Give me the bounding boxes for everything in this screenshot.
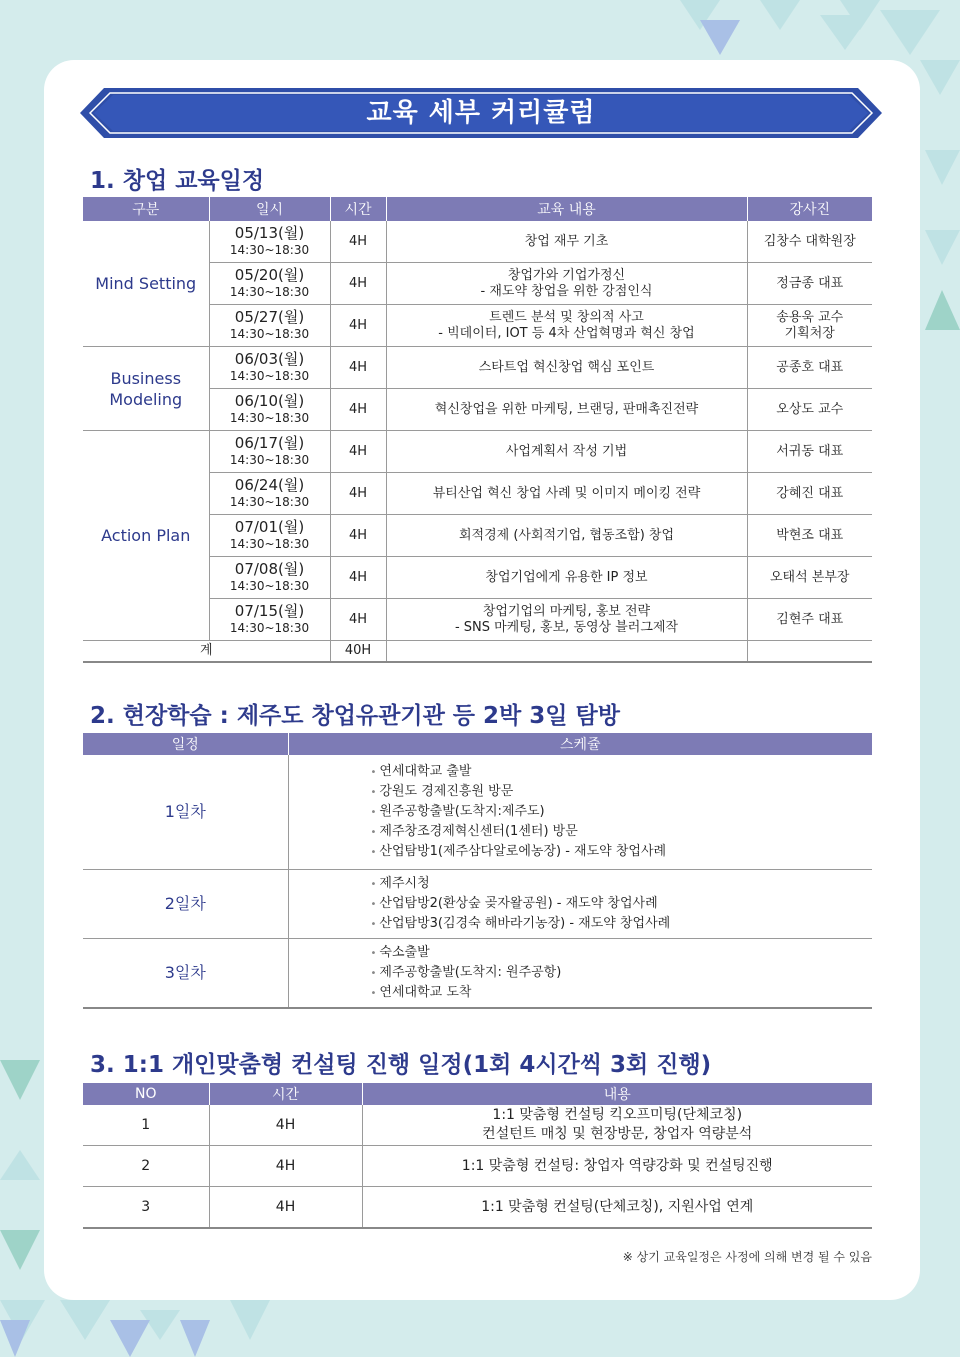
col-header-hours: 시간 — [209, 1083, 362, 1105]
total-hours: 40H — [330, 641, 386, 663]
schedule-item-text: 산업탐방3(김경숙 해바라기농장) - 재도약 창업사례 — [379, 916, 671, 931]
schedule-item — [371, 782, 873, 802]
instructor-line: 오상도 교수 — [776, 401, 844, 417]
time-text: 14:30~18:30 — [229, 327, 310, 341]
col-header-no: NO — [83, 1083, 209, 1105]
instructor-cell — [747, 305, 872, 347]
total-empty-cell — [747, 641, 872, 663]
date-cell — [209, 221, 330, 263]
content-cell — [362, 1146, 872, 1187]
date-text: 06/03(월) — [234, 350, 305, 368]
bullet-icon: • — [370, 948, 377, 959]
date-cell — [209, 263, 330, 305]
hours-cell: 4H — [330, 221, 386, 263]
instructor-line: 서귀동 대표 — [776, 443, 844, 459]
date-text: 06/17(월) — [234, 434, 305, 452]
schedule-item — [371, 914, 873, 934]
page-title: 교육 세부 커리큘럼 — [366, 98, 596, 128]
content-line: 1:1 맞춤형 컨설팅 킥오프미팅(단체코칭) — [492, 1107, 743, 1123]
content-line: 뷰티산업 혁신 창업 사례 및 이미지 메이킹 전략 — [432, 485, 701, 501]
schedule-item — [371, 894, 873, 914]
schedule-item — [371, 983, 873, 1003]
instructor-cell — [747, 347, 872, 389]
day-cell: 2일차 — [83, 870, 288, 939]
bullet-icon: • — [370, 787, 377, 798]
instructor-cell — [747, 389, 872, 431]
instructor-line: 김현주 대표 — [776, 611, 844, 627]
instructor-cell — [747, 221, 872, 263]
table-row — [83, 431, 872, 473]
content-cell — [362, 1187, 872, 1229]
col-header-content: 내용 — [362, 1083, 872, 1105]
time-text: 14:30~18:30 — [229, 411, 310, 425]
bullet-icon: • — [370, 988, 377, 999]
date-cell — [209, 599, 330, 641]
no-cell: 1 — [83, 1105, 209, 1146]
bullet-icon: • — [370, 968, 377, 979]
bullet-icon: • — [370, 879, 377, 890]
hours-cell: 4H — [330, 599, 386, 641]
content-cell — [386, 221, 747, 263]
bullet-icon: • — [370, 899, 377, 910]
time-text: 14:30~18:30 — [229, 621, 310, 635]
instructor-cell — [747, 557, 872, 599]
content-cell — [386, 515, 747, 557]
hours-cell: 4H — [330, 305, 386, 347]
content-line: 창업기업에게 유용한 IP 정보 — [485, 569, 648, 585]
category-cell: Action Plan — [83, 431, 209, 641]
date-cell — [209, 347, 330, 389]
table-row — [83, 221, 872, 263]
schedule-item-text: 제주공항출발(도착지: 원주공항) — [379, 965, 562, 980]
content-line: 1:1 맞춤형 컨설팅: 창업자 역량강화 및 컨설팅진행 — [461, 1157, 773, 1174]
content-cell — [386, 389, 747, 431]
instructor-cell — [747, 263, 872, 305]
education-schedule-table — [83, 197, 872, 663]
section2-title: 2. 현장학습 : 제주도 창업유관기관 등 2박 3일 탐방 — [90, 703, 620, 729]
content-cell — [386, 305, 747, 347]
category-cell: Business Modeling — [83, 347, 209, 431]
schedule-cell — [288, 870, 872, 939]
date-cell — [209, 473, 330, 515]
content-line: 컨설턴트 매칭 및 현장방문, 창업자 역량분석 — [482, 1126, 753, 1142]
bullet-icon: • — [370, 767, 377, 778]
date-text: 07/08(월) — [234, 560, 305, 578]
schedule-item — [371, 762, 873, 782]
table-row — [83, 1146, 872, 1187]
schedule-item — [371, 822, 873, 842]
instructor-cell — [747, 431, 872, 473]
date-cell — [209, 305, 330, 347]
time-text: 14:30~18:30 — [229, 495, 310, 509]
instructor-line: 김창수 대학원장 — [763, 233, 856, 249]
content-cell — [386, 473, 747, 515]
schedule-item-text: 숙소출발 — [379, 945, 430, 960]
col-header-hours: 시간 — [330, 197, 386, 221]
hours-cell: 4H — [330, 473, 386, 515]
table-row — [83, 1187, 872, 1229]
instructor-line: 기획처장 — [784, 325, 835, 341]
col-header-instructor: 강사진 — [747, 197, 872, 221]
date-text: 05/27(월) — [234, 308, 305, 326]
content-line: 창업가와 기업가정신 — [507, 267, 626, 283]
content-line: - 재도약 창업을 위한 강점인식 — [480, 283, 653, 299]
time-text: 14:30~18:30 — [229, 369, 310, 383]
day-cell: 3일차 — [83, 939, 288, 1009]
time-text: 14:30~18:30 — [229, 579, 310, 593]
content-cell — [386, 557, 747, 599]
hours-cell: 4H — [209, 1187, 362, 1229]
no-cell: 2 — [83, 1146, 209, 1187]
schedule-item-text: 산업탐방2(환상숲 곶자왈공원) - 재도약 창업사례 — [379, 896, 658, 911]
instructor-cell — [747, 599, 872, 641]
schedule-item-text: 연세대학교 출발 — [379, 764, 472, 779]
table-header-row — [83, 197, 872, 221]
schedule-item — [371, 943, 873, 963]
instructor-cell — [747, 473, 872, 515]
schedule-item-text: 제주시청 — [379, 876, 430, 891]
content-cell — [362, 1105, 872, 1146]
consulting-table — [83, 1083, 872, 1229]
bullet-icon: • — [370, 827, 377, 838]
schedule-item — [371, 963, 873, 983]
content-line: 창업 재무 기초 — [524, 233, 609, 249]
table-row — [83, 1105, 872, 1146]
time-text: 14:30~18:30 — [229, 285, 310, 299]
instructor-line: 강혜진 대표 — [776, 485, 844, 501]
section1-title: 1. 창업 교육일정 — [90, 168, 265, 194]
content-line: 1:1 맞춤형 컨설팅(단체코칭), 지원사업 연계 — [481, 1198, 754, 1215]
schedule-item — [371, 802, 873, 822]
category-cell: Mind Setting — [83, 221, 209, 347]
hours-cell: 4H — [330, 263, 386, 305]
date-cell — [209, 515, 330, 557]
date-text: 07/15(월) — [234, 602, 305, 620]
col-header-category: 구분 — [83, 197, 209, 221]
hours-cell: 4H — [330, 431, 386, 473]
instructor-line: 공종호 대표 — [776, 359, 844, 375]
footnote: ※ 상기 교육일정은 사정에 의해 변경 될 수 있음 — [622, 1250, 872, 1264]
total-row — [83, 641, 872, 663]
instructor-line: 정금종 대표 — [776, 275, 844, 291]
schedule-item-text: 원주공항출발(도착지:제주도) — [379, 804, 545, 819]
bullet-icon: • — [370, 847, 377, 858]
date-text: 07/01(월) — [234, 518, 305, 536]
content-line: 트렌드 분석 및 창의적 사고 — [489, 309, 644, 325]
bullet-icon: • — [370, 919, 377, 930]
schedule-item-text: 강원도 경제진흥원 방문 — [379, 784, 514, 799]
date-text: 05/13(월) — [234, 224, 305, 242]
table-row — [83, 939, 872, 1009]
table-row — [83, 870, 872, 939]
schedule-cell — [288, 755, 872, 870]
instructor-line: 박현조 대표 — [776, 527, 844, 543]
content-line: 창업기업의 마케팅, 홍보 전략 — [482, 603, 651, 619]
hours-cell: 4H — [209, 1146, 362, 1187]
table-row — [83, 755, 872, 870]
hours-cell: 4H — [209, 1105, 362, 1146]
day-cell: 1일차 — [83, 755, 288, 870]
date-cell — [209, 557, 330, 599]
content-line: 사업계획서 작성 기법 — [505, 443, 628, 459]
col-header-date: 일시 — [209, 197, 330, 221]
content-line: - 빅데이터, IOT 등 4차 산업혁명과 혁신 창업 — [438, 325, 695, 341]
schedule-item — [371, 874, 873, 894]
col-header-schedule: 스케쥴 — [288, 733, 872, 755]
table-row — [83, 347, 872, 389]
schedule-item — [371, 842, 873, 862]
content-cell — [386, 263, 747, 305]
schedule-item-text: 연세대학교 도착 — [379, 985, 472, 1000]
date-cell — [209, 389, 330, 431]
hours-cell: 4H — [330, 389, 386, 431]
content-cell — [386, 347, 747, 389]
content-cell — [386, 599, 747, 641]
date-text: 05/20(월) — [234, 266, 305, 284]
time-text: 14:30~18:30 — [229, 537, 310, 551]
date-text: 06/24(월) — [234, 476, 305, 494]
content-line: 스타트업 혁신창업 핵심 포인트 — [478, 359, 655, 375]
instructor-cell — [747, 515, 872, 557]
hours-cell: 4H — [330, 347, 386, 389]
content-line: - SNS 마케팅, 홍보, 동영상 블러그제작 — [454, 619, 679, 635]
section3-title: 3. 1:1 개인맞춤형 컨설팅 진행 일정(1회 4시간씩 3회 진행) — [90, 1052, 712, 1078]
time-text: 14:30~18:30 — [229, 243, 310, 257]
schedule-item-text: 제주창조경제혁신센터(1센터) 방문 — [379, 824, 578, 839]
col-header-day: 일정 — [83, 733, 288, 755]
date-cell — [209, 431, 330, 473]
no-cell: 3 — [83, 1187, 209, 1229]
content-line: 혁신창업을 위한 마케팅, 브랜딩, 판매촉진전략 — [434, 401, 699, 417]
total-empty-cell — [386, 641, 747, 663]
schedule-cell — [288, 939, 872, 1009]
table-header-row — [83, 733, 872, 755]
field-trip-table — [83, 733, 872, 1009]
table-header-row — [83, 1083, 872, 1105]
hours-cell: 4H — [330, 515, 386, 557]
schedule-item-text: 산업탐방1(제주삼다알로에농장) - 재도약 창업사례 — [379, 844, 667, 859]
col-header-content: 교육 내용 — [386, 197, 747, 221]
total-label: 계 — [83, 641, 330, 663]
content-cell — [386, 431, 747, 473]
bullet-icon: • — [370, 807, 377, 818]
instructor-line: 오태석 본부장 — [770, 569, 850, 585]
date-text: 06/10(월) — [234, 392, 305, 410]
hours-cell: 4H — [330, 557, 386, 599]
time-text: 14:30~18:30 — [229, 453, 310, 467]
content-line: 회적경제 (사회적기업, 협동조합) 창업 — [458, 527, 675, 543]
instructor-line: 송용욱 교수 — [776, 309, 844, 325]
